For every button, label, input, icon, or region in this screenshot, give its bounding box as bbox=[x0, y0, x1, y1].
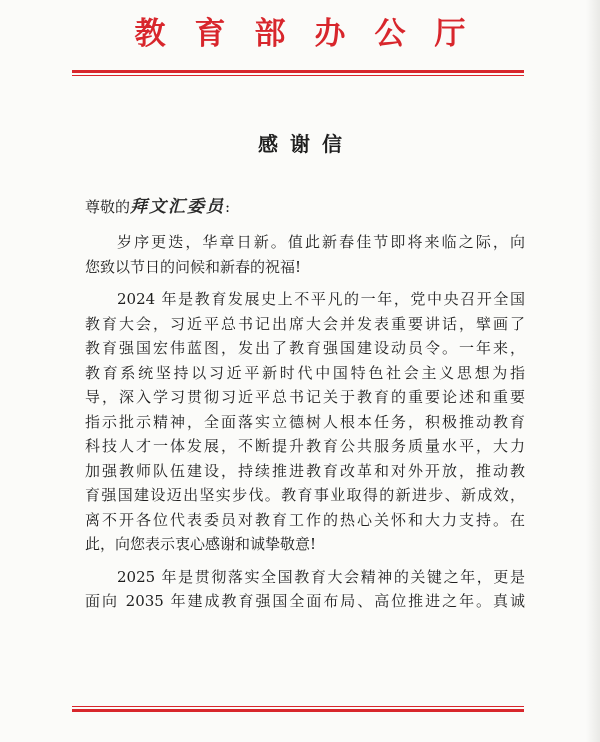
paragraph-3 bbox=[85, 565, 525, 614]
paragraph-line: 您致以节日的问候和新春的祝福! bbox=[85, 257, 302, 276]
paragraph-line: 此，向您表示衷心感谢和诚挚敬意! bbox=[85, 535, 317, 553]
paragraph-line: 面向 2035 年建成教育强国全面布局、高位推进之年。真诚 bbox=[85, 592, 525, 610]
paragraph-line: 离不开各位代表委员对教育工作的热心关怀和大力支持。在 bbox=[85, 510, 525, 529]
paragraph-line: 导，深入学习贯彻习近平总书记关于教育的重要论述和重要 bbox=[85, 388, 525, 406]
salutation-prefix: 尊敬的 bbox=[85, 198, 131, 216]
paragraph-line: 岁序更迭，华章日新。值此新春佳节即将来临之际，向 bbox=[117, 233, 525, 251]
letterhead-rule-thin bbox=[72, 75, 524, 76]
paragraph-line: 教育大会，习近平总书记出席大会并发表重要讲话，擘画了 bbox=[85, 314, 525, 333]
paragraph-line: 指示批示精神，全面落实立德树人根本任务，积极推动教育 bbox=[85, 412, 525, 431]
paragraph-line: 育强国建设迈出坚实步伐。教育事业取得的新进步、新成效， bbox=[85, 486, 525, 504]
letter-title: 感谢信 bbox=[258, 132, 354, 156]
paragraph-line: 教育系统坚持以习近平新时代中国特色社会主义思想为指 bbox=[85, 363, 525, 382]
paragraph-line: 教育强国宏伟蓝图，发出了教育强国建设动员令。一年来， bbox=[85, 339, 525, 357]
paragraph-line: 加强教师队伍建设，持续推进教育改革和对外开放，推动教 bbox=[85, 461, 525, 480]
salutation-suffix: : bbox=[225, 198, 231, 216]
letterhead-title: 教育部办公厅 bbox=[134, 16, 495, 52]
paragraph-line: 2025 年是贯彻落实全国教育大会精神的关键之年，更是 bbox=[117, 567, 525, 586]
letterhead-rule-thick bbox=[72, 70, 524, 73]
letter-body bbox=[85, 230, 525, 614]
footer-rule-thin bbox=[72, 706, 524, 707]
page-edge-shadow bbox=[586, 0, 600, 742]
footer-rule-thick bbox=[72, 709, 524, 712]
recipient-name: 拜文汇委员 bbox=[130, 197, 226, 217]
paragraph-2 bbox=[85, 287, 525, 557]
paragraph-line: 科技人才一体发展，不断提升教育公共服务质量水平，大力 bbox=[85, 437, 525, 455]
paragraph-1 bbox=[85, 230, 525, 279]
paragraph-line: 2024 年是教育发展史上不平凡的一年，党中央召开全国 bbox=[117, 290, 525, 308]
salutation bbox=[85, 196, 230, 218]
